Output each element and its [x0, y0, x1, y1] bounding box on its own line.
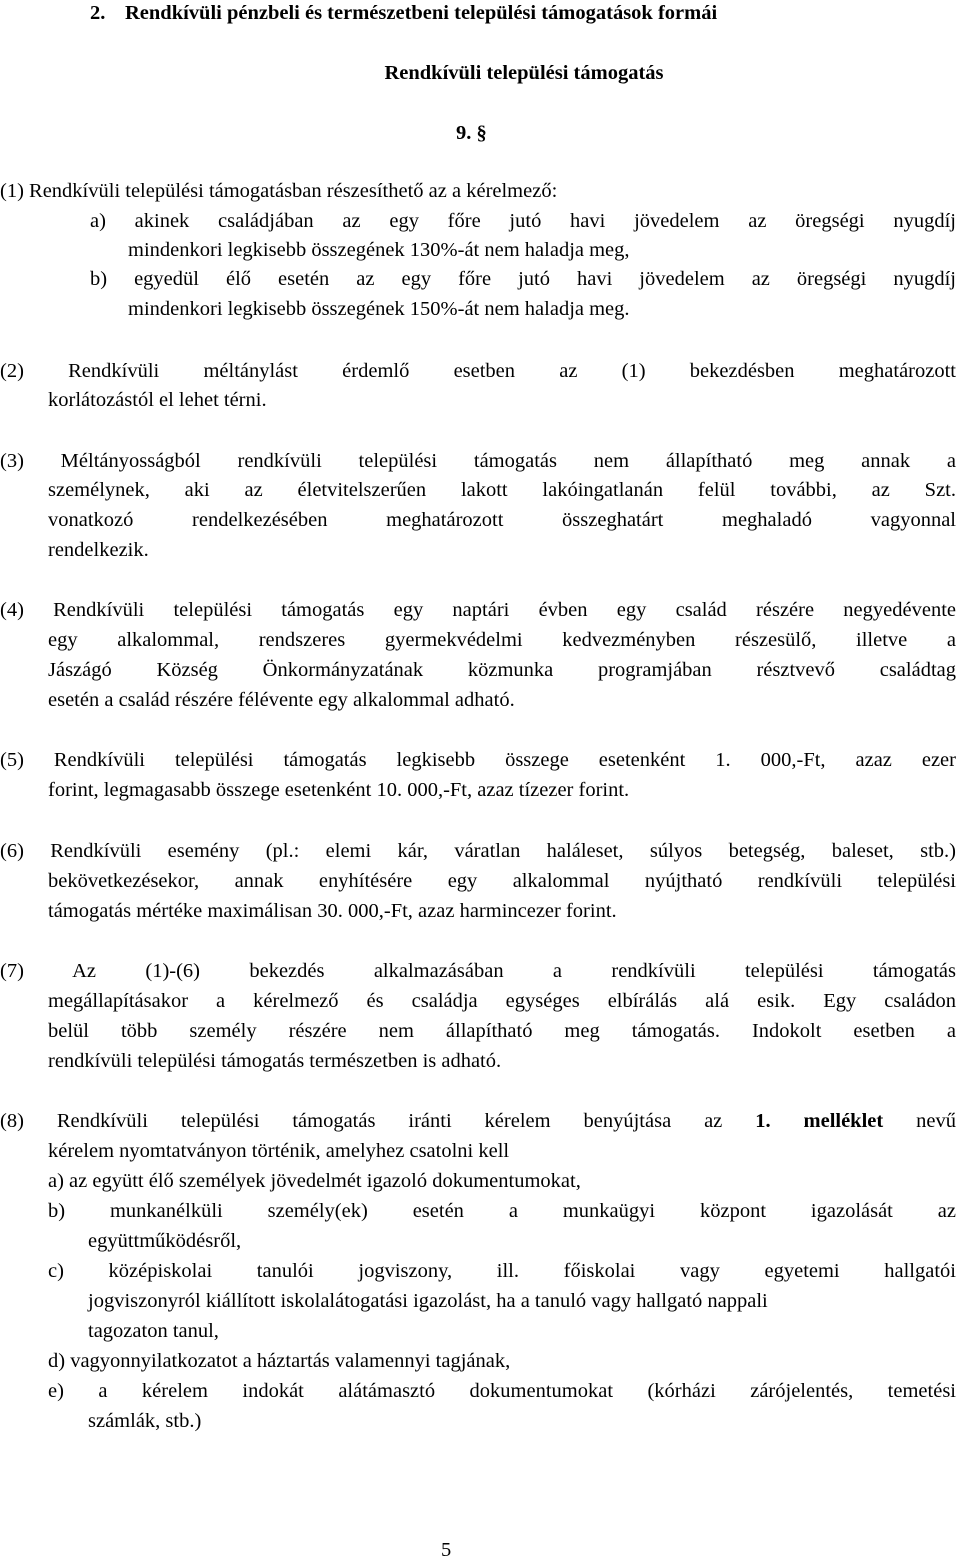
p1-item-b-line2: mindenkori legkisebb összegének 150%-át nem haladja meg.	[128, 298, 630, 320]
p5-line2: forint, legmagasabb összege esetenként 10. 000,-Ft, azaz tízezer forint.	[48, 779, 630, 801]
p8-item-c-line3: tagozaton tanul,	[88, 1320, 219, 1342]
p4-line3: Jászágó Község Önkormányzatának közmunka programjában résztvevő családtag	[48, 659, 956, 681]
subheading: Rendkívüli települési támogatás	[384, 62, 664, 84]
page-number: 5	[441, 1539, 452, 1561]
p3-line2: személynek, aki az életvitelszerűen lakott lakóingatlanán felül további, az Szt.	[48, 479, 956, 501]
p4-line4: esetén a család részére félévente egy alkalommal adható.	[48, 689, 515, 711]
p7-line3: belül több személy részére nem állapítható meg támogatás. Indokolt esetben a	[48, 1020, 956, 1042]
p8-item-b-line2: együttműködésről,	[88, 1230, 242, 1252]
p8-item-c-line1: c) középiskolai tanulói jogviszony, ill. főiskolai vagy egyetemi hallgatói	[48, 1260, 956, 1282]
p8-line1	[0, 1106, 956, 1136]
p1-item-a-line2: mindenkori legkisebb összegének 130%-át nem haladja meg,	[128, 239, 630, 261]
p1-intro: (1) Rendkívüli települési támogatásban részesíthető az a kérelmező:	[0, 180, 558, 202]
p1-item-a-line1: a) akinek családjában az egy főre jutó havi jövedelem az öregségi nyugdíj	[90, 210, 956, 232]
p8-item-b-line1: b) munkanélküli személy(ek) esetén a munkaügyi központ igazolását az	[48, 1200, 956, 1222]
p6-line2: bekövetkezésekor, annak enyhítésére egy alkalommal nyújtható rendkívüli települési	[48, 870, 956, 892]
p4-line2: egy alkalommal, rendszeres gyermekvédelmi kedvezményben részesülő, illetve a	[48, 629, 956, 651]
p8-line2: kérelem nyomtatványon történik, amelyhez csatolni kell	[48, 1140, 510, 1162]
p2-line1: (2) Rendkívüli méltánylást érdemlő esetben az (1) bekezdésben meghatározott	[0, 360, 956, 382]
p6-line3: támogatás mértéke maximálisan 30. 000,-Ft, azaz harmincezer forint.	[48, 900, 617, 922]
p8-item-e-line2: számlák, stb.)	[88, 1410, 202, 1432]
p1-item-b-line1: b) egyedül élő esetén az egy főre jutó havi jövedelem az öregségi nyugdíj	[90, 268, 956, 290]
chapter-number: 2.	[90, 2, 106, 24]
p5-line1: (5) Rendkívüli települési támogatás legkisebb összege esetenként 1. 000,-Ft, azaz ezer	[0, 749, 956, 771]
p7-line4: rendkívüli települési támogatás természetben is adható.	[48, 1050, 502, 1072]
chapter-title: Rendkívüli pénzbeli és természetbeni települési támogatások formái	[125, 2, 718, 24]
annex-reference: 1. melléklet	[755, 1110, 884, 1132]
p6-line1: (6) Rendkívüli esemény (pl.: elemi kár, váratlan haláleset, súlyos betegség, baleset, stb.)	[0, 840, 956, 862]
p3-line1: (3) Méltányosságból rendkívüli települési támogatás nem állapítható meg annak a	[0, 450, 956, 472]
p8-item-c-line2: jogviszonyról kiállított iskolalátogatási igazolást, ha a tanuló vagy hallgató nappali	[88, 1290, 768, 1312]
p8-item-e-line1: e) a kérelem indokát alátámasztó dokumentumokat (kórházi zárójelentés, temetési	[48, 1380, 956, 1402]
p8-item-d: d) vagyonnyilatkozatot a háztartás valamennyi tagjának,	[48, 1350, 511, 1372]
section-number: 9. §	[456, 122, 487, 144]
p3-line4: rendelkezik.	[48, 539, 149, 561]
p2-line2: korlátozástól el lehet térni.	[48, 389, 267, 411]
p3-line3: vonatkozó rendelkezésében meghatározott összeghatárt meghaladó vagyonnal	[48, 509, 956, 531]
p7-line2: megállapításakor a kérelmező és családja egységes elbírálás alá esik. Egy családon	[48, 990, 956, 1012]
p8-line1-text: (8) Rendkívüli települési támogatás iránti kérelem benyújtása az	[0, 1110, 756, 1132]
p7-line1: (7) Az (1)-(6) bekezdés alkalmazásában a rendkívüli települési támogatás	[0, 960, 956, 982]
p4-line1: (4) Rendkívüli települési támogatás egy naptári évben egy család részére negyedévente	[0, 599, 956, 621]
p8-line1-end: nevű	[883, 1110, 956, 1132]
p8-item-a: a) az együtt élő személyek jövedelmét igazoló dokumentumokat,	[48, 1170, 581, 1192]
